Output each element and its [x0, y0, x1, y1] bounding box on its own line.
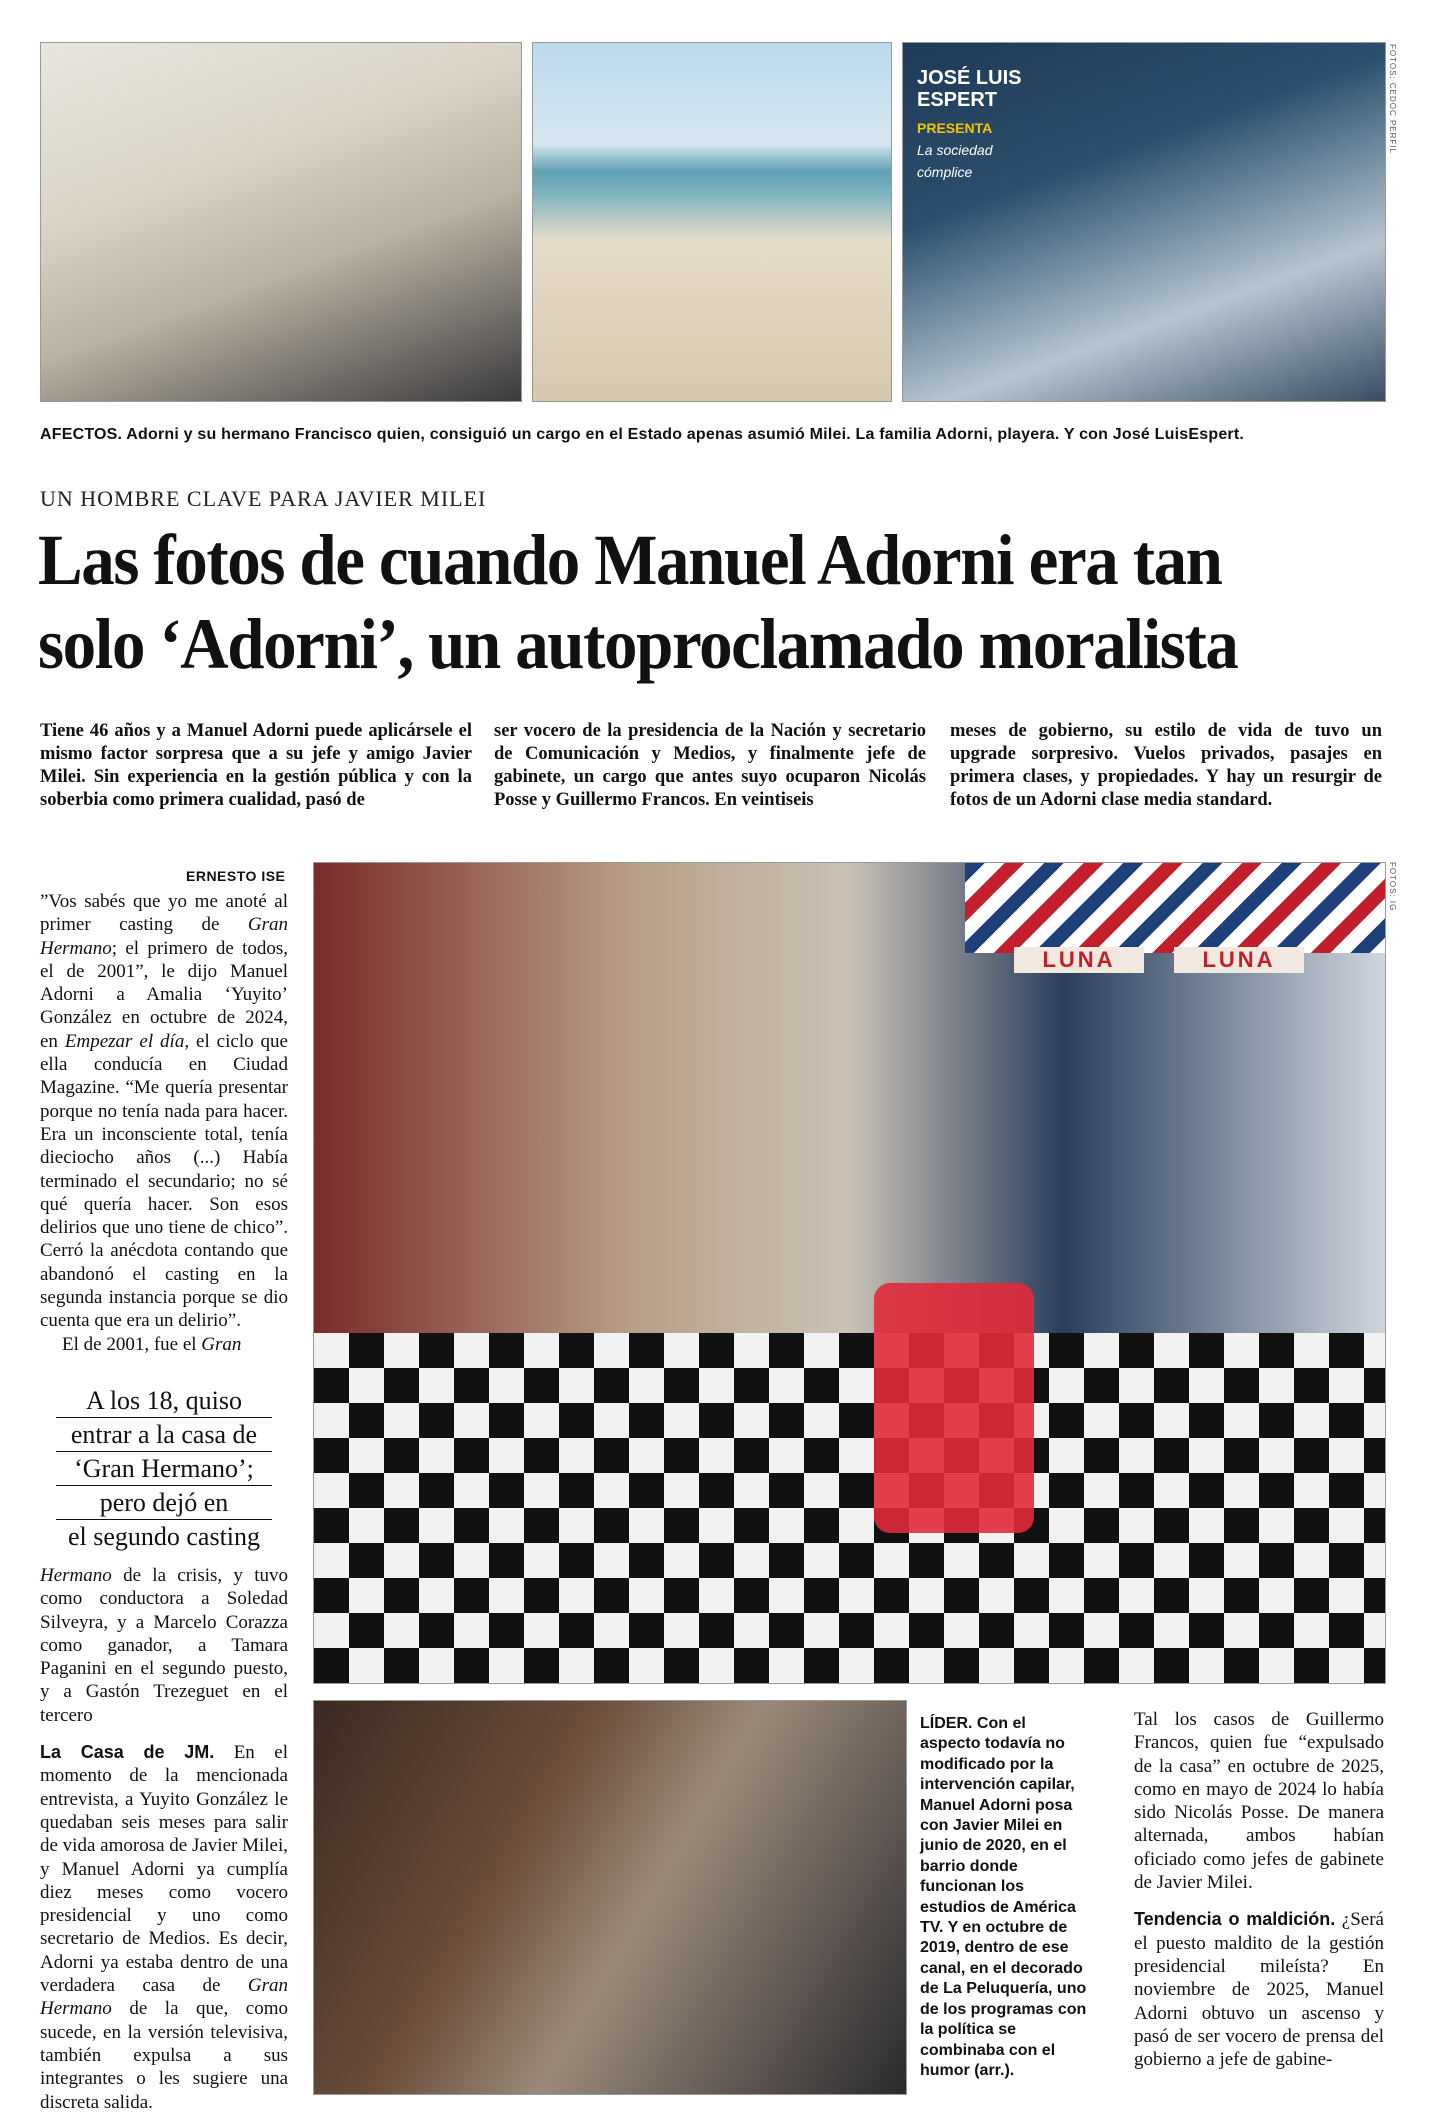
- luna-sign-1: LUNA: [1014, 947, 1144, 973]
- byline: ERNESTO ISE: [186, 868, 286, 884]
- subhead-tendencia: Tendencia o maldición.: [1134, 1909, 1336, 1930]
- deck-col-1: Tiene 46 años y a Manuel Adorni puede aplicársele el mismo factor sorpresa que a su jefe y amigo Javier Milei. Sin experiencia en la gestión pública y con la soberbia como primera cualidad, pasó de: [40, 721, 472, 810]
- headline-line-1: Las fotos de cuando Manuel Adorni era tan: [38, 520, 1222, 600]
- kicker: UN HOMBRE CLAVE PARA JAVIER MILEI: [40, 486, 487, 511]
- caption-afectos: AFECTOS. Adorni y su hermano Francisco quien, consiguió un cargo en el Estado apenas asumió Milei. La familia Adorni, playera. Y con José LuisEspert.: [40, 426, 1245, 443]
- photo-adorni-milei: [313, 1700, 907, 2095]
- body-left-top: ”Vos sabés que yo me anoté al primer casting de Gran Hermano; el primero de todos, el de 2001”, le dijo Manuel Adorni a Amalia ‘Yuyito’ González en octubre de 2024, en Empezar el día, el ciclo que ella conducía en Ciudad Magazine. “Me quería presentar porque no tenía nada para hacer. Era un inconsciente total, tenía dieciocho años (...) Había terminado el secundario; no sé qué quería hacer. Son esos delirios que uno tiene de chico”. Cerró la anécdota contando que abandonó el casting en la segunda instancia porque se dio cuenta que era un delirio”. El de 2001, fue el Gran: [40, 891, 288, 1355]
- body-right: Tal los casos de Guillermo Francos, quien fue “expulsado de la casa” en octubre de 2025, como en mayo de 2024 lo había sido Nicolás Posse. De manera alternada, ambos habían oficiado como jefes de gabinete de Javier Milei. Tendencia o maldición. ¿Será el puesto maldito de la gestión presidencial mileísta? En noviembre de 2025, Manuel Adorni obtuvo un ascenso y pasó de ser vocero de prensa del gobierno a jefe de gabine-: [1134, 1709, 1384, 2071]
- photo-credit-barber: FOTOS: IG: [1388, 862, 1397, 912]
- caption-lider: LÍDER. Con el aspecto todavía no modificado por la intervención capilar, Manuel Adorni posa con Javier Milei en junio de 2020, en el barrio donde funcionan los estudios de América TV. Y en octubre de 2019, dentro de ese canal, en el decorado de La Peluquería, uno de los programas con la política se combinaba con el humor (arr.).: [920, 1715, 1087, 2079]
- headline: [38, 518, 1321, 686]
- deck-col-3: meses de gobierno, su estilo de vida de tuvo un upgrade sorpresivo. Vuelos privados, pasajes en primera clases, y propiedades. Y hay un resurgir de fotos de un Adorni clase media standard.: [950, 721, 1382, 810]
- pullquote: A los 18, quiso entrar a la casa de ‘Gran Hermano’; pero dejó en el segundo casting: [56, 1384, 272, 1553]
- photo-credit-top: FOTOS: CEDOC PERFIL: [1388, 44, 1397, 154]
- subhead-casa-jm: La Casa de JM.: [40, 1742, 215, 1763]
- deck-col-2: ser vocero de la presidencia de la Nación y secretario de Comunicación y Medios, y finalmente jefe de gabinete, un cargo que antes suyo ocuparon Nicolás Posse y Guillermo Francos. En veintiseis: [494, 721, 926, 810]
- espert-sign: JOSÉ LUIS ESPERT PRESENTA La sociedad cómplice: [917, 67, 1022, 180]
- photo-adorni-brother: [40, 42, 522, 402]
- photo-family-beach: [532, 42, 892, 402]
- luna-sign-2: LUNA: [1174, 947, 1304, 973]
- photo-barbershop: [313, 862, 1386, 1684]
- body-left-bottom: Hermano de la crisis, y tuvo como conductora a Soledad Silveyra, y a Marcelo Corazza como ganador, a Tamara Paganini en el segundo puesto, y a Gastón Trezeguet en el tercero La Casa de JM. En el momento de la mencionada entrevista, a Yuyito González le quedaban seis meses para salir de vida amorosa de Javier Milei, y Manuel Adorni ya cumplía diez meses como vocero presidencial y uno como secretario de Medios. Es decir, Adorni ya estaba dentro de una verdadera casa de Gran Hermano de la que, como sucede, en la versión televisiva, también expulsa a sus integrantes o les sugiere una discreta salida.: [40, 1565, 288, 2113]
- photo-with-espert: [902, 42, 1386, 402]
- headline-line-2: solo ‘Adorni’, un autoproclamado moralista: [38, 604, 1238, 684]
